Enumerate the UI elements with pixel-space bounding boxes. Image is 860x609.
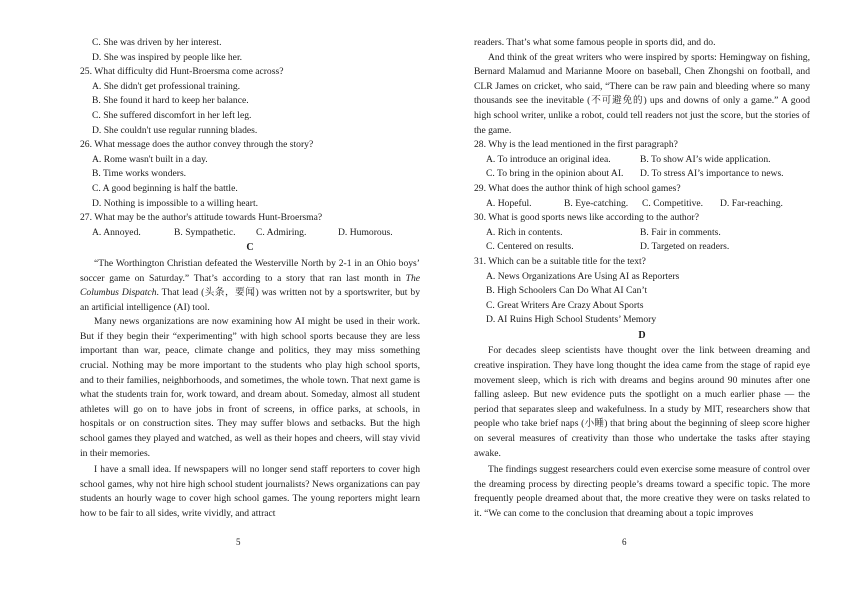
newspaper-title: The Columbus Dispatch [80,272,420,299]
passage-paragraph [80,257,420,315]
left-column [80,36,420,522]
q29-option-c: C. Competitive. [642,197,704,209]
q30-option-d: D. Targeted on readers. [640,241,730,253]
page-number: 6 [622,537,627,547]
question-27-stem: 27. What may be the author's attitude towards Hunt-Broersma? [80,212,323,224]
passage-paragraph: For decades sleep scientists have thought over the link between dreaming and creative inspiration. They have long thought the idea came from the stage of rapid eye movement sleep, which is rich with dreams and begins around 90 minutes after one falling asleep. But new evidence puts the spotlight on a much earlier phase — the period that separates sleep and wakefulness. In a study by MIT, researchers show that people who take brief naps (小睡) that bring about the beginning of sleep score higher on several measures of creativity than those who undertake the tasks after staying awake. [474,345,810,459]
q30-options-row1 [474,226,810,241]
question-30-stem: 30. What is good sports news like according to the author? [474,212,699,224]
q31-option-c: C. Great Writers Are Crazy About Sports [486,299,644,311]
q27-options [80,226,420,241]
q26-option-a: A. Rome wasn't built in a day. [92,153,208,165]
q28-options-row2 [474,167,810,182]
q29-option-a: A. Hopeful. [486,197,532,209]
question-29-stem: 29. What does the author think of high school games? [474,182,681,194]
passage-paragraph: The findings suggest researchers could even exercise some measure of control over the dreaming process by directing people’s dreams toward a specific topic. The more frequently people dreamed about that, the more creative they were on tasks related to it. “We can come to the conclusion that dreaming about a topic improves [474,464,810,519]
q29-option-b: B. Eye-catching. [564,197,629,209]
paragraph-text: . That lead (头条，要闻) was written not by a sportswriter, but by an artificial intelligence (AI) tool. [80,287,420,313]
q25-option-a: A. She didn't get professional training. [92,80,241,92]
q29-option-d: D. Far-reaching. [720,197,783,209]
q26-option-d: D. Nothing is impossible to a willing heart. [92,197,259,209]
q26-option-b: B. Time works wonders. [92,168,187,180]
q29-options [474,197,810,212]
passage-paragraph: I have a small idea. If newspapers will no longer send staff reporters to cover high school games, why not hire high school student journalists? News organizations can pay students an hourly wage to cover high school games. The young reporters might learn how to be fair to all sides, write vividly, and attract [80,464,420,519]
q25-option-c: C. She suffered discomfort in her left leg. [92,109,252,121]
q27-option-a: A. Annoyed. [92,226,141,238]
q26-option-c: C. A good beginning is half the battle. [92,182,238,194]
q31-option-b: B. High Schoolers Can Do What AI Can’t [486,285,648,297]
paragraph-text: “The Worthington Christian defeated the Westerville North by 2-1 in an Ohio boys’ soccer game on Saturday.” That’s according to a story that ran last month in [80,257,420,284]
q25-option-b: B. She found it hard to keep her balance. [92,95,249,107]
question-28-stem: 28. Why is the lead mentioned in the first paragraph? [474,139,678,151]
q27-option-c: C. Admiring. [256,226,307,238]
section-heading-d: D [638,329,646,341]
q30-option-a: A. Rich in contents. [486,226,563,238]
question-31-stem: 31. Which can be a suitable title for the text? [474,255,646,267]
q28-option-d: D. To stress AI’s importance to news. [640,168,784,180]
q31-option-a: A. News Organizations Are Using AI as Reporters [486,270,680,282]
q27-option-b: B. Sympathetic. [174,226,236,238]
q25-option-d: D. She couldn't use regular running blades. [92,124,258,136]
question-25-stem: 25. What difficulty did Hunt-Broersma come across? [80,66,284,78]
q28-option-c: C. To bring in the opinion about AI. [486,168,624,180]
section-heading-c: C [246,242,254,254]
q28-option-b: B. To show AI’s wide application. [640,153,771,165]
q28-options-row1 [474,153,810,168]
q30-option-b: B. Fair in comments. [640,226,721,238]
page-number: 5 [236,537,241,547]
q27-option-d: D. Humorous. [338,226,393,238]
q31-option-d: D. AI Ruins High School Students’ Memory [486,314,657,326]
q30-options-row2 [474,240,810,255]
passage-paragraph: readers. That’s what some famous people in sports did, and do. [474,37,716,48]
right-column [474,36,810,522]
q30-option-c: C. Centered on results. [486,241,574,253]
passage-paragraph: Many news organizations are now examining how AI might be used in their work. But if they begin their “experimenting” with high school sports because they are less important than war, peace, climate change and politics, they may miss something crucial. Nothing may be more important to the students who play high school sports, and to their families, neighborhoods, and sometimes, the whole town. That next game is what the students train for, work toward, and dream about. Someday, almost all student athletes will go on to have jobs in front of screens, in office parks, at schools, in hospitals or on construction sites. They may suffer blows and setbacks. But the high school games they played and watched, as well as their hopes and cheers, will stay vivid in their memories. [80,316,420,459]
passage-paragraph: And think of the great writers who were inspired by sports: Hemingway on fishing, Bernard Malamud and Marianne Moore on baseball, Chen Zhongshi on football, and CLR James on cricket, who said, “There can be raw pain and bleeding where so many thousands see the inevitable (不可避免的) ups and downs of only a game.” A good high school writer, unlike a robot, could tell readers not just the score, but the stories of the game. [474,51,810,136]
q28-option-a: A. To introduce an original idea. [486,153,611,165]
question-26-stem: 26. What message does the author convey through the story? [80,139,314,151]
option-line: C. She was driven by her interest. [92,37,222,48]
option-line: D. She was inspired by people like her. [92,51,243,63]
